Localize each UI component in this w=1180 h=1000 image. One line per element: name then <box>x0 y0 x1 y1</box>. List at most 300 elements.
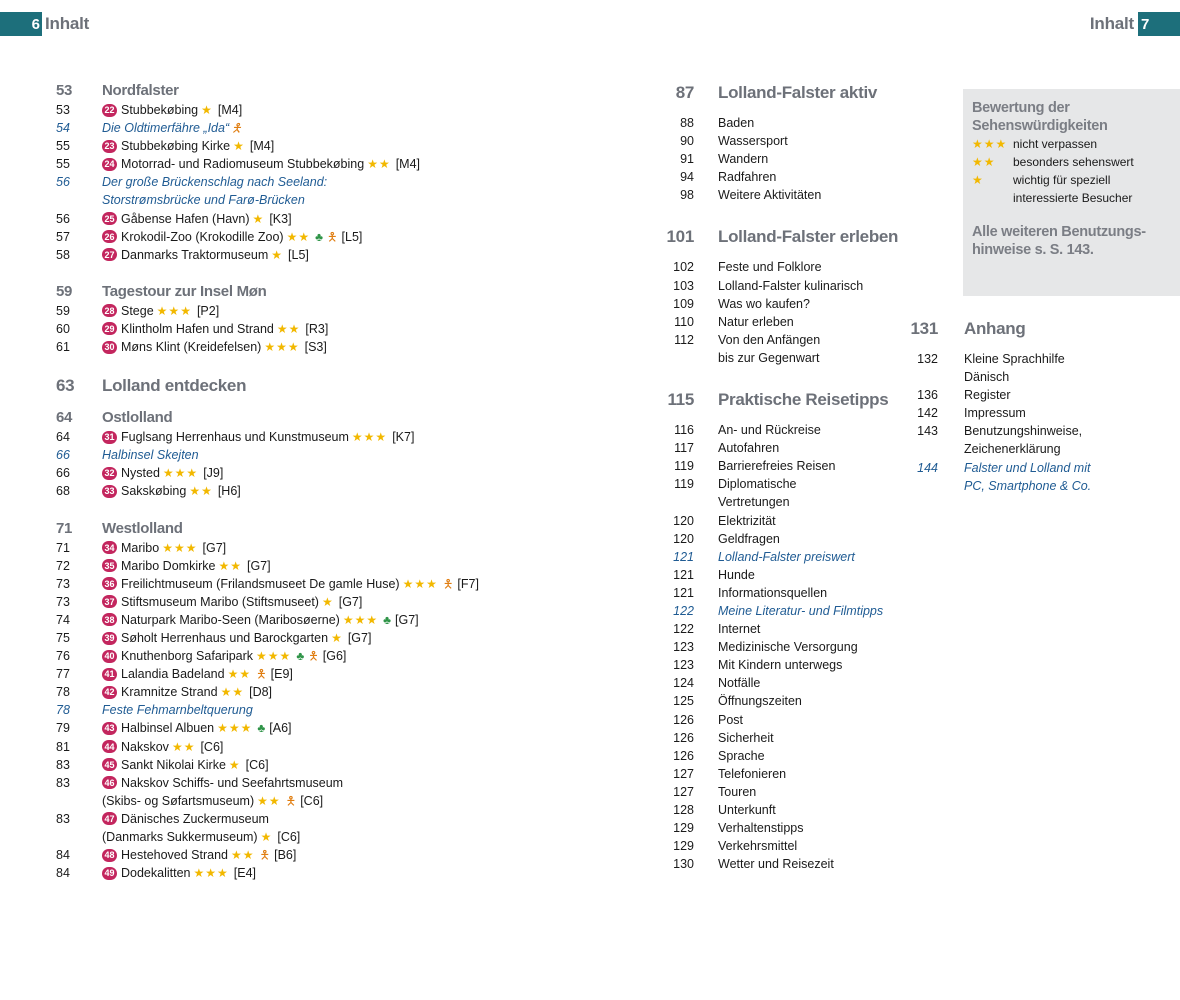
toc-entry[interactable] <box>56 228 616 246</box>
toc-entry[interactable] <box>664 168 904 186</box>
toc-entry[interactable] <box>664 584 904 602</box>
toc-entry[interactable] <box>56 701 616 719</box>
toc-entry[interactable] <box>908 422 1178 440</box>
entry-title: Von den Anfängen <box>718 332 821 347</box>
toc-entry[interactable] <box>56 137 616 155</box>
entry-text-group <box>718 421 821 439</box>
toc-chapter-heading[interactable] <box>908 316 1178 342</box>
entry-text-group <box>964 459 1090 477</box>
sight-number-badge: 24 <box>102 158 117 171</box>
entry-page-number: 123 <box>673 640 694 655</box>
legend-stars <box>972 189 1013 207</box>
rating-stars: ★★ <box>286 229 311 244</box>
map-grid-ref: [G7] <box>347 630 372 645</box>
rating-stars: ★ <box>331 630 343 645</box>
entry-text-group <box>718 475 797 493</box>
entry-text-group <box>964 386 1011 404</box>
entry-title: bis zur Gegenwart <box>718 350 820 365</box>
entry-title: Weitere Aktivitäten <box>718 188 822 203</box>
entry-page-number: 117 <box>674 441 694 456</box>
toc-entry[interactable] <box>664 512 904 530</box>
nature-icon: ♣ <box>315 229 323 244</box>
sight-number-badge: 45 <box>102 758 117 771</box>
toc-entry[interactable] <box>664 457 904 475</box>
toc-entry[interactable] <box>908 350 1178 368</box>
entry-title: Impressum <box>964 406 1026 421</box>
entry-text-group <box>718 638 858 656</box>
toc-entry[interactable] <box>56 593 616 611</box>
rating-stars: ★★ <box>227 667 252 682</box>
sight-number-badge: 34 <box>102 541 117 554</box>
toc-entry[interactable] <box>56 173 616 191</box>
toc-entry[interactable] <box>664 765 904 783</box>
entry-page-number: 126 <box>673 748 694 763</box>
toc-entry[interactable] <box>664 475 904 493</box>
entry-text-group <box>718 331 820 349</box>
entry-title: Klintholm Hafen und Strand <box>121 321 274 336</box>
toc-entry[interactable] <box>664 674 904 692</box>
chapter-page-number: 63 <box>56 376 75 396</box>
entry-title: Gåbense Hafen (Havn) <box>121 211 250 226</box>
entry-text-group <box>718 729 774 747</box>
entry-page-number <box>56 828 102 846</box>
toc-entry[interactable] <box>664 602 904 620</box>
entry-text-group <box>102 864 256 882</box>
entry-title: Radfahren <box>718 170 777 185</box>
entry-title: Wassersport <box>718 134 788 149</box>
sight-number-badge: 40 <box>102 650 117 663</box>
entry-title: Danmarks Traktormuseum <box>121 247 269 262</box>
toc-entry[interactable] <box>664 638 904 656</box>
toc-entry[interactable] <box>56 738 616 756</box>
toc-entry[interactable] <box>664 783 904 801</box>
entry-title: Nakskov <box>121 739 169 754</box>
entry-title: Halbinsel Skejten <box>102 448 199 463</box>
toc-entry[interactable] <box>664 349 904 367</box>
map-grid-ref: [G7] <box>395 612 419 627</box>
entry-text-group <box>718 602 883 620</box>
toc-entry[interactable] <box>56 482 616 500</box>
toc-entry[interactable] <box>56 810 616 828</box>
entry-page-number: 126 <box>673 730 694 745</box>
toc-entry[interactable] <box>664 711 904 729</box>
entry-title: Zeichenerklärung <box>964 442 1061 457</box>
entry-title: Stege <box>121 303 154 318</box>
toc-entry[interactable] <box>56 191 616 209</box>
toc-entry[interactable] <box>56 864 616 882</box>
toc-entry[interactable] <box>56 446 616 464</box>
entry-page-number <box>908 477 938 495</box>
entry-text-group <box>102 683 272 701</box>
entry-page-number <box>664 349 694 367</box>
rating-stars: ★ <box>228 757 241 772</box>
entry-page-number <box>908 440 938 458</box>
entry-page-number: 142 <box>917 406 938 421</box>
entry-text-group <box>102 738 223 756</box>
entry-text-group <box>718 692 802 710</box>
entry-title: Dodekalitten <box>121 866 191 881</box>
entry-title: Motorrad- und Radiomuseum Stubbekøbing <box>121 157 365 172</box>
entry-text-group <box>718 277 863 295</box>
toc-entry[interactable] <box>664 548 904 566</box>
toc-entry[interactable] <box>908 386 1178 404</box>
entry-text-group <box>718 819 803 837</box>
entry-text-group <box>102 792 323 810</box>
map-grid-ref: [G6] <box>322 649 347 664</box>
sight-number-badge: 41 <box>102 668 117 681</box>
heading-page-number: 59 <box>56 282 73 300</box>
sight-number-badge: 27 <box>102 248 117 261</box>
toc-entry[interactable] <box>664 656 904 674</box>
entry-page-number: 112 <box>674 332 694 347</box>
entry-title: Touren <box>718 784 757 799</box>
entry-title: Wandern <box>718 152 769 167</box>
entry-page-number: 143 <box>917 424 938 439</box>
rating-stars: ★ <box>252 211 265 226</box>
entry-title: Lolland-Falster preiswert <box>718 549 855 564</box>
toc-entry[interactable] <box>664 258 904 276</box>
legend-note-line1: Alle weiteren Benutzungs- <box>972 224 1146 240</box>
map-grid-ref: [J9] <box>203 466 224 481</box>
entry-text-group <box>102 719 292 737</box>
entry-title: Dänisch <box>964 370 1010 385</box>
sight-number-badge: 47 <box>102 812 117 825</box>
sight-number-badge: 25 <box>102 212 117 225</box>
entry-text-group <box>102 774 343 792</box>
toc-subsection-heading[interactable] <box>56 80 616 101</box>
toc-entry[interactable] <box>664 150 904 168</box>
legend-stars: ★ <box>972 173 984 187</box>
entry-text-group <box>102 210 292 228</box>
entry-page-number: 126 <box>673 712 694 727</box>
entry-text-group <box>102 665 293 683</box>
entry-page-number: 72 <box>56 558 70 573</box>
entry-page-number: 59 <box>56 303 70 318</box>
entry-title: Krokodil-Zoo (Krokodille Zoo) <box>121 229 284 244</box>
entry-text-group <box>102 539 226 557</box>
sight-number-badge: 26 <box>102 230 117 243</box>
entry-text-group <box>718 674 760 692</box>
toc-entry[interactable] <box>56 611 616 629</box>
nature-icon: ♣ <box>296 649 305 664</box>
toc-subsection-heading[interactable] <box>56 281 616 302</box>
map-grid-ref: [G7] <box>246 558 271 573</box>
entry-page-number: 83 <box>56 811 70 826</box>
entry-page-number: 129 <box>673 839 694 854</box>
entry-title: Lolland-Falster kulinarisch <box>718 278 864 293</box>
entry-title: Die Oldtimerfähre „Ida“ <box>102 121 230 136</box>
toc-entry[interactable] <box>56 155 616 173</box>
toc-section <box>56 281 616 356</box>
toc-entry[interactable] <box>56 629 616 647</box>
entry-page-number: 76 <box>56 649 70 664</box>
toc-entry[interactable] <box>56 338 616 356</box>
map-grid-ref: [R3] <box>305 321 329 336</box>
entry-page-number: 61 <box>56 340 70 355</box>
entry-title: Lalandia Badeland <box>121 667 225 682</box>
toc-entry[interactable] <box>56 719 616 737</box>
entry-title: Vertretungen <box>718 495 790 510</box>
entry-page-number: 75 <box>56 630 70 645</box>
entry-text-group <box>102 482 241 500</box>
entry-text-group <box>102 810 269 828</box>
toc-entry[interactable] <box>664 331 904 349</box>
entry-text-group <box>718 855 834 873</box>
entry-text-group <box>102 173 327 191</box>
toc-entry[interactable] <box>664 530 904 548</box>
entry-page-number: 90 <box>680 134 694 149</box>
toc-entry[interactable] <box>56 320 616 338</box>
sight-number-badge: 22 <box>102 104 117 117</box>
rating-stars: ★ <box>201 103 213 117</box>
toc-entry[interactable] <box>56 756 616 774</box>
heading-page-number: 64 <box>56 409 73 427</box>
legend-row <box>972 189 1172 207</box>
entry-page-number: 71 <box>56 540 70 555</box>
entry-text-group <box>964 422 1082 440</box>
toc-entry[interactable] <box>56 774 616 792</box>
entry-text-group <box>718 584 827 602</box>
entry-title: Natur erleben <box>718 314 794 329</box>
toc-entry[interactable] <box>908 404 1178 422</box>
page-number-left: 6 <box>0 12 42 36</box>
toc-entry[interactable] <box>56 557 616 575</box>
entry-page-number: 55 <box>56 157 70 172</box>
toc-entry[interactable] <box>664 277 904 295</box>
toc-entry[interactable] <box>664 493 904 511</box>
entry-page-number: 88 <box>680 116 694 130</box>
entry-text-group <box>718 313 794 331</box>
toc-entry[interactable] <box>56 464 616 482</box>
toc-subsection-heading[interactable] <box>56 407 616 428</box>
toc-entry[interactable] <box>664 566 904 584</box>
toc-entry[interactable] <box>664 747 904 765</box>
entry-page-number: 119 <box>674 477 694 492</box>
entry-page-number <box>908 368 938 386</box>
entry-page-number: 78 <box>56 685 70 700</box>
toc-entry[interactable] <box>664 837 904 855</box>
toc-entry[interactable] <box>664 313 904 331</box>
entry-page-number: 121 <box>673 567 694 582</box>
toc-section <box>664 80 904 204</box>
legend-note-line2: hinweise s. S. 143. <box>972 242 1094 258</box>
toc-entry[interactable] <box>664 692 904 710</box>
toc-entry[interactable] <box>664 620 904 638</box>
entry-page-number: 102 <box>673 260 694 275</box>
toc-entry[interactable] <box>56 575 616 593</box>
entry-page-number: 78 <box>56 703 70 718</box>
entry-title: Telefonieren <box>718 766 787 781</box>
toc-chapter-heading[interactable] <box>664 80 904 106</box>
entry-title: Falster und Lolland mit <box>964 460 1091 475</box>
entry-title: Geldfragen <box>718 531 780 546</box>
toc-entry[interactable] <box>664 729 904 747</box>
entry-page-number: 121 <box>673 549 694 564</box>
heading-page-number: 101 <box>666 227 694 247</box>
entry-title: Internet <box>718 622 761 637</box>
map-grid-ref: [P2] <box>196 303 220 318</box>
entry-title: Meine Literatur- und Filmtipps <box>718 603 884 618</box>
entry-page-number: 129 <box>673 821 694 836</box>
map-grid-ref: [G7] <box>338 594 363 609</box>
entry-title: Hestehoved Strand <box>121 848 229 863</box>
entry-title: Feste Fehmarnbeltquerung <box>102 703 253 718</box>
entry-page-number: 125 <box>673 694 694 709</box>
toc-entry[interactable] <box>664 114 904 132</box>
entry-title: Møns Klint (Kreidefelsen) <box>121 340 262 355</box>
toc-section <box>56 407 616 500</box>
entry-title: Nysted <box>121 466 160 481</box>
entry-title: Knuthenborg Safaripark <box>121 649 254 664</box>
header-label-right: Inhalt <box>1089 14 1134 33</box>
entry-text-group <box>102 446 199 464</box>
entry-title: (Danmarks Sukkermuseum) <box>102 830 258 844</box>
toc-entry[interactable] <box>56 647 616 665</box>
page-number-right: 7 <box>1138 12 1180 36</box>
entry-text-group <box>718 132 788 150</box>
rating-stars: ★★ <box>171 739 196 754</box>
entry-page-number: 68 <box>56 484 70 499</box>
toc-entry[interactable] <box>664 439 904 457</box>
entry-text-group <box>102 593 362 611</box>
legend-stars: ★★ <box>972 155 996 169</box>
entry-page-number <box>56 191 102 209</box>
toc-entry[interactable] <box>56 665 616 683</box>
rating-stars: ★★★ <box>342 612 379 627</box>
toc-entry[interactable] <box>56 210 616 228</box>
entry-page-number: 130 <box>673 857 694 872</box>
entry-title: Søholt Herrenhaus und Barockgarten <box>121 630 329 645</box>
toc-section <box>664 224 904 367</box>
heading-page-number: 131 <box>910 319 938 338</box>
nature-icon: ♣ <box>383 612 391 627</box>
legend-title-line2: Sehenswürdigkeiten <box>972 118 1108 134</box>
entry-page-number <box>56 792 102 810</box>
rating-stars: ★★ <box>231 848 255 863</box>
entry-page-number: 57 <box>56 229 70 244</box>
sight-number-badge: 38 <box>102 613 117 626</box>
toc-entry[interactable] <box>56 539 616 557</box>
toc-section <box>664 387 904 873</box>
entry-title: Maribo <box>121 540 160 555</box>
entry-text-group <box>102 647 346 665</box>
toc-entry[interactable] <box>56 846 616 864</box>
sight-number-badge: 37 <box>102 595 117 608</box>
rating-stars: ★★ <box>367 157 391 172</box>
sight-number-badge: 44 <box>102 740 117 753</box>
entry-title: Sankt Nikolai Kirke <box>121 757 226 772</box>
entry-text-group <box>964 350 1065 368</box>
toc-entry[interactable] <box>664 186 904 204</box>
toc-chapter-heading[interactable] <box>664 224 904 250</box>
entry-text-group <box>102 137 274 155</box>
legend-title-line1: Bewertung der <box>972 100 1070 116</box>
entry-page-number: 119 <box>674 459 694 474</box>
entry-page-number: 109 <box>673 296 694 311</box>
heading-title: Anhang <box>964 319 1026 338</box>
toc-subsection-heading[interactable] <box>56 518 616 539</box>
entry-title: Der große Brückenschlag nach Seeland: <box>102 175 328 190</box>
entry-title: Sicherheit <box>718 730 774 745</box>
toc-entry[interactable] <box>664 855 904 873</box>
entry-title: Notfälle <box>718 676 761 691</box>
entry-page-number: 116 <box>674 423 694 438</box>
entry-page-number: 60 <box>56 321 70 336</box>
toc-entry[interactable] <box>56 302 616 320</box>
toc-entry[interactable] <box>908 459 1178 477</box>
entry-page-number: 56 <box>56 211 70 226</box>
entry-title: Stubbekøbing Kirke <box>121 139 231 154</box>
heading-title: Westlolland <box>102 519 183 537</box>
entry-page-number: 54 <box>56 121 70 136</box>
toc-section <box>56 518 616 883</box>
toc-entry[interactable] <box>664 801 904 819</box>
map-grid-ref: [M4] <box>249 139 275 154</box>
entry-page-number <box>664 493 694 511</box>
toc-entry[interactable] <box>664 421 904 439</box>
toc-entry[interactable] <box>56 792 616 810</box>
toc-entry[interactable] <box>664 132 904 150</box>
entry-text-group <box>718 349 819 367</box>
toc-chapter-heading[interactable] <box>664 387 904 413</box>
toc-entry[interactable] <box>664 295 904 313</box>
rating-stars: ★★★ <box>193 866 229 881</box>
toc-entry[interactable] <box>908 368 1178 386</box>
heading-title: Ostlolland <box>102 409 173 427</box>
entry-title: Benutzungshinweise, <box>964 424 1083 439</box>
entry-page-number: 73 <box>56 576 70 591</box>
sight-number-badge: 48 <box>102 849 117 862</box>
family-icon: 🯅 <box>231 121 242 136</box>
entry-text-group <box>718 783 756 801</box>
entry-text-group <box>964 440 1061 458</box>
entry-text-group <box>964 368 1009 386</box>
entry-page-number: 127 <box>673 766 694 781</box>
toc-entry[interactable] <box>56 828 616 846</box>
entry-page-number: 122 <box>673 622 694 637</box>
entry-text-group <box>102 557 271 575</box>
rating-legend <box>963 89 1180 296</box>
toc-entry[interactable] <box>908 440 1178 458</box>
toc-right-column <box>908 316 1178 495</box>
toc-entry[interactable] <box>56 246 616 264</box>
entry-page-number: 66 <box>56 448 70 463</box>
entry-text-group <box>964 477 1091 495</box>
entry-page-number: 79 <box>56 721 70 736</box>
entry-title: Freilichtmuseum (Frilandsmuseet De gamle Huse) <box>121 576 400 591</box>
toc-entry[interactable] <box>56 119 616 137</box>
entry-text-group <box>718 457 835 475</box>
family-icon: 🯅 <box>259 848 271 863</box>
toc-entry[interactable] <box>908 477 1178 495</box>
entry-title: Autofahren <box>718 441 780 456</box>
toc-entry[interactable] <box>664 819 904 837</box>
heading-title: Nordfalster <box>102 82 179 99</box>
family-icon: 🯅 <box>285 793 297 808</box>
toc-entry[interactable] <box>56 101 616 119</box>
entry-text-group <box>102 228 362 246</box>
entry-page-number: 73 <box>56 594 70 609</box>
sight-number-badge: 31 <box>102 431 117 444</box>
toc-chapter-heading[interactable] <box>56 373 616 399</box>
map-grid-ref: [B6] <box>274 848 297 863</box>
toc-entry[interactable] <box>56 428 616 446</box>
sight-number-badge: 29 <box>102 322 117 335</box>
toc-entry[interactable] <box>56 683 616 701</box>
rating-stars: ★★★ <box>351 430 388 445</box>
entry-title: Wetter und Reisezeit <box>718 857 834 872</box>
entry-text-group <box>718 295 810 313</box>
